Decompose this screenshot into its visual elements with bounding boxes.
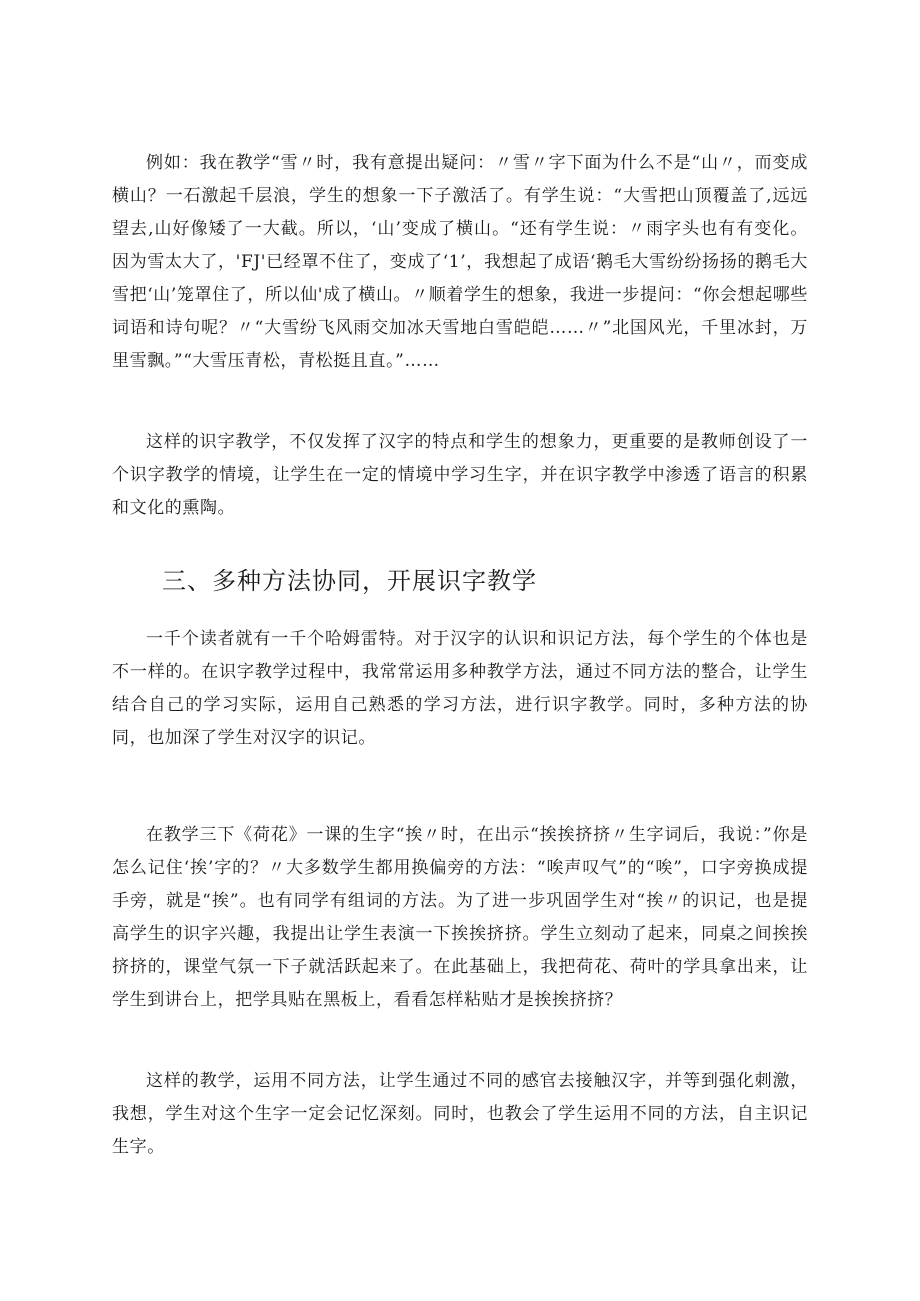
paragraph-methods-summary: 这样的教学，运用不同方法，让学生通过不同的感官去接触汉字，并等到强化刺激，我想，学生对这个生字一定会记忆深刻。同时，也教会了学生运用不同的方法，自主识记生字。: [112, 1071, 808, 1157]
section-heading: 三、多种方法协同，开展识字教学: [162, 567, 537, 595]
paragraph-snow-summary: 这样的识字教学，不仅发挥了汉字的特点和学生的想象力，更重要的是教师创设了一个识字教学的情境，让学生在一定的情境中学习生字，并在识字教学中渗透了语言的积累和文化的熏陶。: [112, 432, 808, 518]
paragraph-methods-intro: 一千个读者就有一千个哈姆雷特。对于汉字的认识和识记方法，每个学生的个体也是不一样的。在识字教学过程中，我常常运用多种教学方法，通过不同方法的整合，让学生结合自己的学习实际，运用自己熟悉的学习方法，进行识字教学。同时，多种方法的协同，也加深了学生对汉字的识记。: [112, 629, 808, 748]
paragraph-lotus-example: 在教学三下《荷花》一课的生字“挨〃时，在出示“挨挨挤挤〃生字词后，我说：”你是怎么记住‘挨’字的？〃大多数学生都用换偏旁的方法：“唉声叹气”的“唉”，口字旁换成提手旁，就是“挨”。也有同学有组词的方法。为了进一步巩固学生对“挨〃的识记，也是提高学生的识字兴趣，我提出让学生表演一下挨挨挤挤。学生立刻动了起来，同桌之间挨挨挤挤的，课堂气氛一下子就活跃起来了。在此基础上，我把荷花、荷叶的学具拿出来，让学生到讲台上，把学具贴在黑板上，看看怎样粘贴才是挨挨挤挤？: [112, 825, 808, 1010]
paragraph-snow-example: 例如：我在教学“雪〃时，我有意提出疑问：〃雪〃字下面为什么不是“山〃，而变成横山？一石激起千层浪，学生的想象一下子激活了。有学生说：“大雪把山顶覆盖了,远远望去,山好像矮了一大截。所以，‘山’变成了横山。“还有学生说：〃雨字头也有有变化。因为雪太大了，'FJ'已经罩不住了，变成了‘1’，我想起了成语‘鹅毛大雪纷纷扬扬的鹅毛大雪把‘山’笼罩住了，所以仙'成了横山。〃顺着学生的想象，我进一步提问：“你会想起哪些词语和诗句呢？〃“大雪纷飞风雨交加冰天雪地白雪皑皑……〃”北国风光，千里冰封，万里雪飘。”“大雪压青松，青松挺且直。”……: [112, 153, 808, 371]
